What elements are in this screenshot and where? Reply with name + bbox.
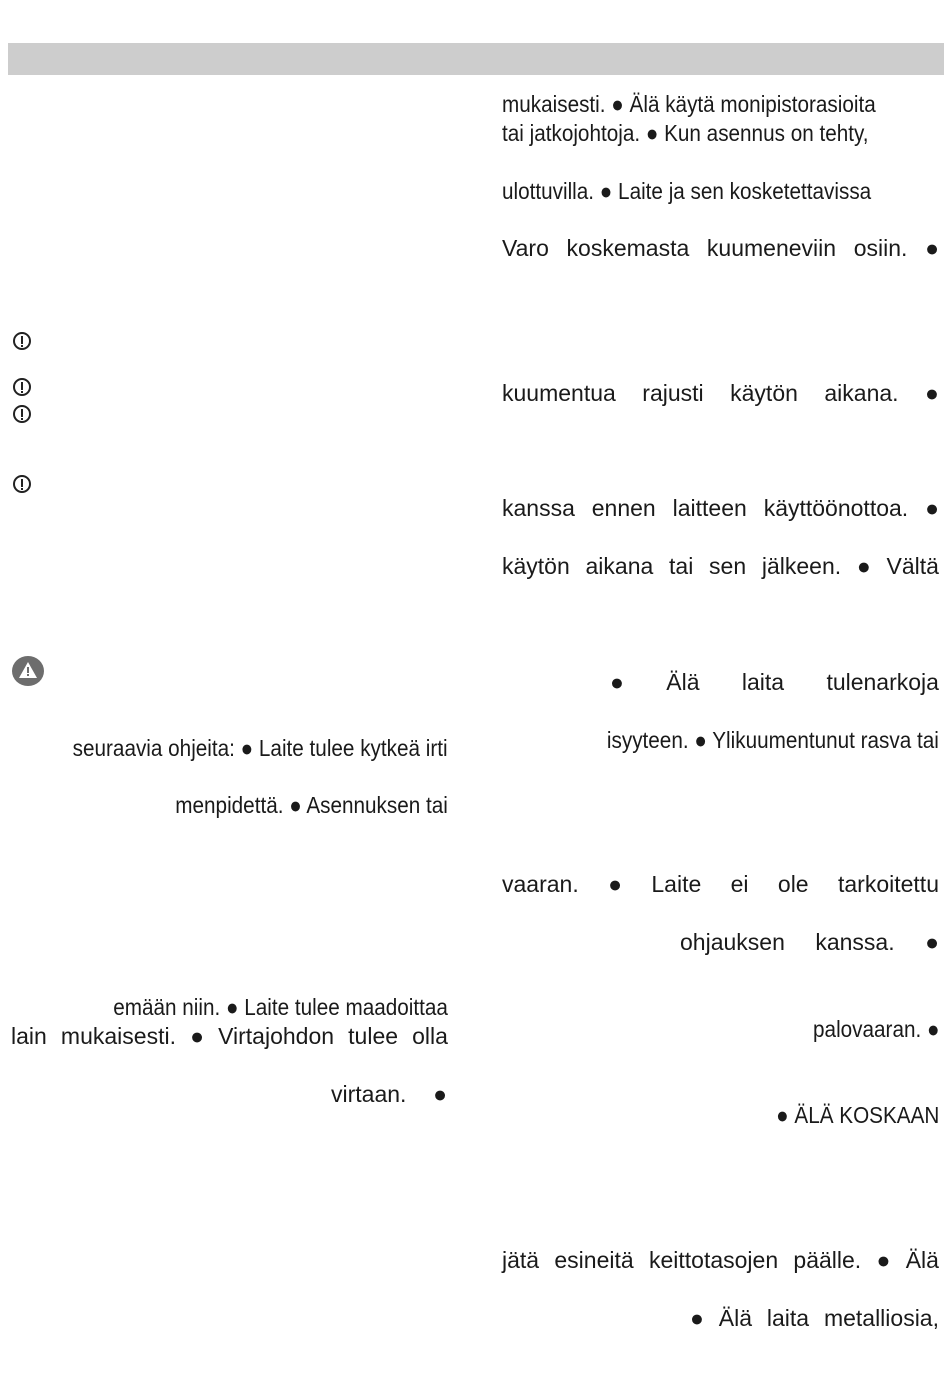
word: rajusti [642, 380, 704, 406]
word: Älä [666, 669, 700, 695]
word: keittotasojen [648, 1247, 779, 1273]
right-text-line-justified [690, 1304, 939, 1332]
right-text-line-justified [502, 379, 939, 407]
word: kuumentua [502, 380, 616, 406]
word: käytön [502, 553, 570, 579]
word: käyttöönottoa. [763, 495, 909, 521]
word: ● [856, 553, 871, 579]
word: Älä [905, 1247, 939, 1273]
right-text-line-justified [680, 928, 939, 956]
left-text-line: seuraavia ohjeita: ● Laite tulee kytkeä irti [73, 735, 448, 761]
word: ● [608, 871, 622, 897]
word: Älä [718, 1305, 753, 1331]
word: aikana. [824, 380, 899, 406]
word: tulenarkoja [826, 669, 939, 695]
right-text-line: palovaaran. ● [812, 1016, 939, 1042]
word: lain [11, 1023, 47, 1049]
word: laita [741, 669, 785, 695]
word: ● [690, 1305, 704, 1331]
info-icon [13, 378, 31, 396]
right-text-line-justified [502, 870, 939, 898]
word: laitteen [672, 495, 747, 521]
word: olla [412, 1023, 448, 1049]
word: ole [777, 871, 809, 897]
word: Vältä [886, 553, 939, 579]
word: tulee [348, 1023, 399, 1049]
word: Varo [502, 235, 549, 261]
word: tai [669, 553, 694, 579]
info-icon [13, 332, 31, 350]
word: aikana [585, 553, 654, 579]
word: kanssa [502, 495, 575, 521]
word: kuumeneviin [706, 235, 837, 261]
left-text-line: emään niin. ● Laite tulee maadoittaa [113, 994, 448, 1020]
word: ennen [591, 495, 656, 521]
right-text-line-justified [502, 1246, 939, 1274]
section-header-bar [8, 43, 944, 75]
word: ● [925, 235, 939, 261]
word: osiin. [853, 235, 908, 261]
info-icon [13, 475, 31, 493]
word: ei [730, 871, 749, 897]
word: ● [925, 380, 939, 406]
right-text-line: ● ÄLÄ KOSKAAN [775, 1102, 939, 1128]
word: käytön [730, 380, 798, 406]
word: Laite [651, 871, 702, 897]
word: esineitä [554, 1247, 634, 1273]
word: ohjauksen [680, 929, 785, 955]
right-text-line: mukaisesti. ● Älä käytä monipistorasioita [502, 91, 876, 117]
right-text-line-justified [502, 234, 939, 262]
word: ● [190, 1023, 204, 1049]
word: jätä [502, 1247, 540, 1273]
word: Virtajohdon [218, 1023, 335, 1049]
word: ● [433, 1081, 447, 1107]
word: ● [876, 1247, 891, 1273]
word: kanssa. [815, 929, 895, 955]
right-text-line: tai jatkojohtoja. ● Kun asennus on tehty, [502, 120, 869, 146]
word: ● [610, 669, 624, 695]
right-text-line-justified [502, 494, 939, 522]
info-icon [13, 405, 31, 423]
word: vaaran. [502, 871, 579, 897]
word: tarkoitettu [837, 871, 939, 897]
right-text-line: ulottuvilla. ● Laite ja sen kosketettavissa [502, 178, 872, 204]
word: päälle. [793, 1247, 862, 1273]
word: mukaisesti. [60, 1023, 176, 1049]
left-text-line-justified [11, 1022, 448, 1050]
right-text-line-justified [502, 552, 939, 580]
word: laita [766, 1305, 810, 1331]
warning-triangle-icon [12, 656, 44, 686]
word: metalliosia, [823, 1305, 939, 1331]
word: virtaan. [331, 1081, 407, 1107]
word: jälkeen. [761, 553, 842, 579]
right-text-line: isyyteen. ● Ylikuumentunut rasva tai [606, 727, 939, 753]
right-text-line-justified [610, 668, 939, 696]
word: ● [925, 929, 939, 955]
left-text-line: menpidettä. ● Asennuksen tai [175, 792, 448, 818]
word: ● [925, 495, 939, 521]
left-text-line-justified [331, 1080, 447, 1108]
word: sen [709, 553, 747, 579]
word: koskemasta [566, 235, 690, 261]
